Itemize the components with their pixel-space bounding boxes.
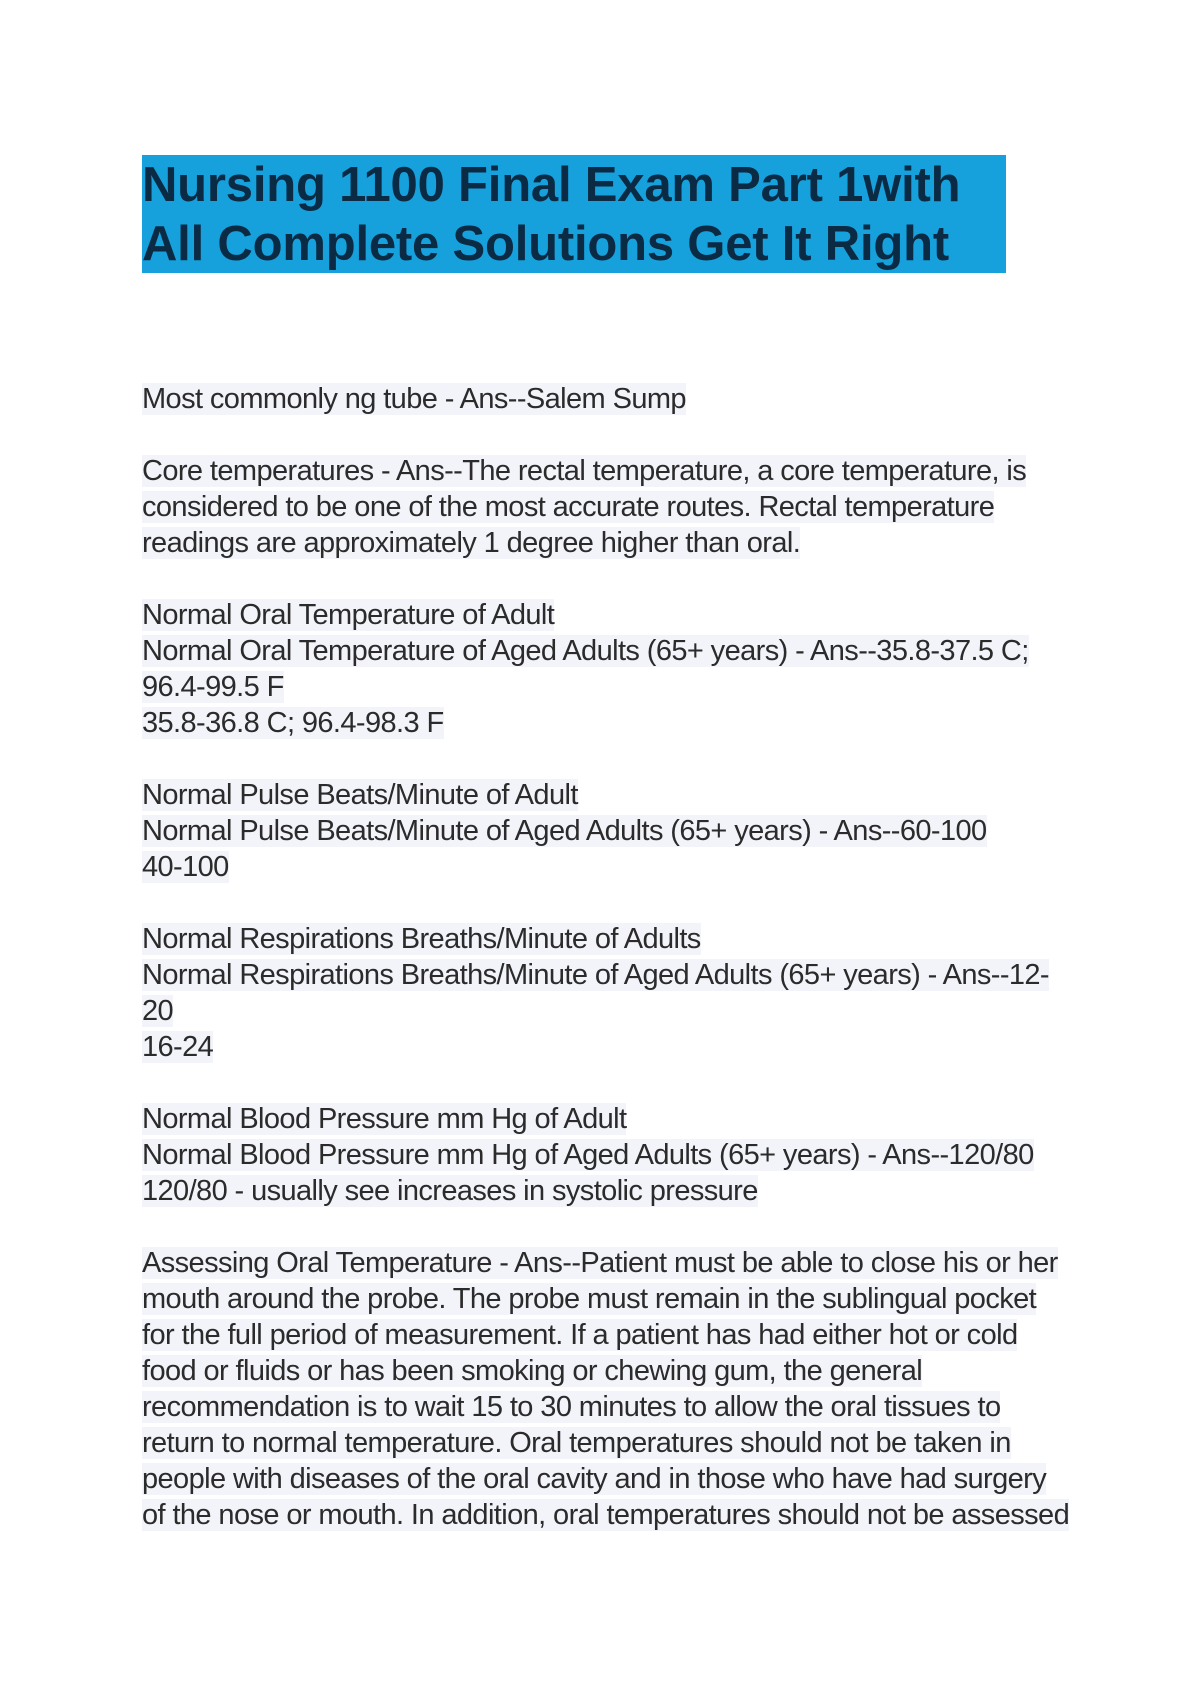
paragraph-line: Normal Blood Pressure mm Hg of Adult: [142, 1103, 627, 1135]
paragraph-line: Most commonly ng tube - Ans--Salem Sump: [142, 383, 686, 415]
paragraph-line: mouth around the probe. The probe must remain in the sublingual pocket: [142, 1283, 1037, 1315]
paragraph-line: Normal Respirations Breaths/Minute of Adults: [142, 923, 701, 955]
qa-paragraph: [142, 453, 1082, 561]
paragraph-line: Assessing Oral Temperature - Ans--Patient must be able to close his or her: [142, 1247, 1058, 1279]
paragraph-line: 96.4-99.5 F: [142, 671, 284, 703]
paragraph-line: Normal Oral Temperature of Aged Adults (65+ years) - Ans--35.8-37.5 C;: [142, 635, 1029, 667]
paragraph-line: readings are approximately 1 degree higher than oral.: [142, 527, 801, 559]
paragraph-line: Normal Respirations Breaths/Minute of Aged Adults (65+ years) - Ans--12-: [142, 959, 1049, 991]
qa-paragraph: [142, 1245, 1082, 1533]
paragraph-line: people with diseases of the oral cavity and in those who have had surgery: [142, 1463, 1047, 1495]
paragraph-line: Normal Pulse Beats/Minute of Aged Adults (65+ years) - Ans--60-100: [142, 815, 987, 847]
qa-paragraph: [142, 921, 1082, 1065]
paragraph-line: Normal Pulse Beats/Minute of Adult: [142, 779, 578, 811]
qa-paragraph: [142, 381, 1082, 417]
paragraph-line: Normal Oral Temperature of Adult: [142, 599, 555, 631]
paragraph-line: 40-100: [142, 851, 229, 883]
paragraph-line: 35.8-36.8 C; 96.4-98.3 F: [142, 707, 444, 739]
paragraph-line: for the full period of measurement. If a patient has had either hot or cold: [142, 1319, 1018, 1351]
qa-paragraph: [142, 777, 1082, 885]
document-title-line-1: Nursing 1100 Final Exam Part 1with: [142, 158, 961, 212]
paragraph-line: Normal Blood Pressure mm Hg of Aged Adults (65+ years) - Ans--120/80: [142, 1139, 1034, 1171]
paragraph-line: of the nose or mouth. In addition, oral temperatures should not be assessed: [142, 1499, 1070, 1531]
paragraph-line: return to normal temperature. Oral temperatures should not be taken in: [142, 1427, 1011, 1459]
paragraph-line: food or fluids or has been smoking or chewing gum, the general: [142, 1355, 923, 1387]
paragraph-line: Core temperatures - Ans--The rectal temperature, a core temperature, is: [142, 455, 1027, 487]
paragraph-line: 20: [142, 995, 174, 1027]
document-title-line-2: All Complete Solutions Get It Right: [142, 217, 949, 271]
paragraph-line: 16-24: [142, 1031, 214, 1063]
paragraph-line: considered to be one of the most accurate routes. Rectal temperature: [142, 491, 995, 523]
document-body: [142, 381, 1082, 1569]
paragraph-line: recommendation is to wait 15 to 30 minutes to allow the oral tissues to: [142, 1391, 1001, 1423]
paragraph-line: 120/80 - usually see increases in systolic pressure: [142, 1175, 758, 1207]
qa-paragraph: [142, 1101, 1082, 1209]
qa-paragraph: [142, 597, 1082, 741]
